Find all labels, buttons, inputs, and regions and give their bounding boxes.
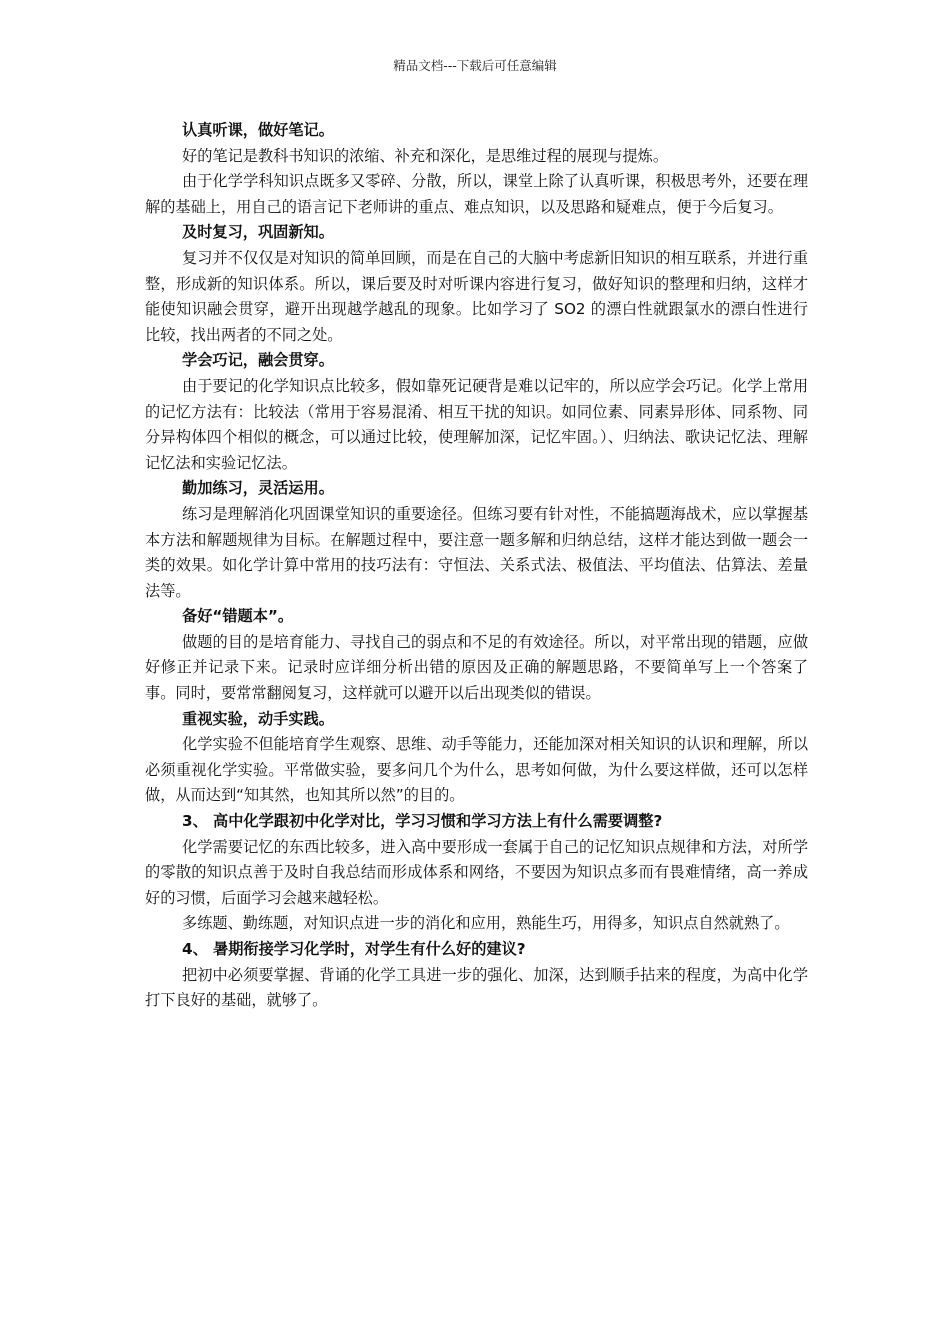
document-body <box>145 118 808 1014</box>
section-heading-practice: 勤加练习，灵活运用。 <box>182 479 334 498</box>
paragraph: 多练题、勤练题，对知识点进一步的消化和应用，熟能生巧，用得多，知识点自然就熟了。 <box>182 914 790 933</box>
paragraph: 由于要记的化学知识点比较多，假如靠死记硬背是难以记牢的，所以应学会巧记。化学上常用的记忆方法有：比较法（常用于容易混淆、相互干扰的知识。如同位素、同素异形体、同系物、同分异构体四个相似的概念，可以通过比较，使理解加深，记忆牢固。）、归纳法、歌诀记忆法、理解记忆法和实验记忆法。 <box>145 376 808 472</box>
question-heading-3: 3、 高中化学跟初中化学对比，学习习惯和学习方法上有什么需要调整? <box>182 812 663 831</box>
paragraph: 好的笔记是教科书知识的浓缩、补充和深化，是思维过程的展现与提炼。 <box>182 146 668 165</box>
section-heading-experiments: 重视实验，动手实践。 <box>182 709 334 728</box>
question-heading-4: 4、 暑期衔接学习化学时，对学生有什么好的建议? <box>182 940 526 958</box>
paragraph: 化学实验不但能培育学生观察、思维、动手等能力，还能加深对相关知识的认识和理解，所以必须重视化学实验。平常做实验，要多问几个为什么，思考如何做，为什么要这样做，还可以怎样做，从而达到“知其然，也知其所以然”的目的。 <box>145 735 808 805</box>
paragraph: 由于化学学科知识点既多又零碎、分散，所以，课堂上除了认真听课，积极思考外，还要在理解的基础上，用自己的语言记下老师讲的重点、难点知识，以及思路和疑难点，便于今后复习。 <box>145 172 808 216</box>
section-heading-error-notebook: 备好“错题本”。 <box>182 607 294 626</box>
paragraph: 练习是理解消化巩固课堂知识的重要途径。但练习要有针对性，不能搞题海战术，应以掌握基本方法和解题规律为目标。在解题过程中，要注意一题多解和归纳总结，这样才能达到做一题会一类的效果。如化学计算中常用的技巧法有：守恒法、关系式法、极值法、平均值法、估算法、差量法等。 <box>145 504 808 600</box>
paragraph: 化学需要记忆的东西比较多，进入高中要形成一套属于自己的记忆知识点规律和方法，对所学的零散的知识点善于及时自我总结而形成体系和网络，不要因为知识点多而有畏难情绪，高一养成好的习惯，后面学习会越来越轻松。 <box>145 837 808 907</box>
page-header-watermark: 精品文档---下载后可任意编辑 <box>393 58 557 73</box>
section-heading-memorize: 学会巧记，融会贯穿。 <box>182 351 334 370</box>
section-heading-review: 及时复习，巩固新知。 <box>182 223 334 242</box>
section-heading-listen: 认真听课，做好笔记。 <box>182 121 334 139</box>
paragraph: 把初中必须要掌握、背诵的化学工具进一步的强化、加深，达到顺手拈来的程度，为高中化学打下良好的基础，就够了。 <box>145 965 808 1010</box>
paragraph: 复习并不仅仅是对知识的简单回顾，而是在自己的大脑中考虑新旧知识的相互联系，并进行重整，形成新的知识体系。所以，课后要及时对听课内容进行复习，做好知识的整理和归纳，这样才能使知识融会贯穿，避开出现越学越乱的现象。比如学习了 SO2 的漂白性就跟氯水的漂白性进行比较，找出两者的不同之处。 <box>145 248 808 344</box>
paragraph: 做题的目的是培育能力、寻找自己的弱点和不足的有效途径。所以，对平常出现的错题，应做好修正并记录下来。记录时应详细分析出错的原因及正确的解题思路，不要简单写上一个答案了事。同时，要常常翻阅复习，这样就可以避开以后出现类似的错误。 <box>145 632 808 703</box>
